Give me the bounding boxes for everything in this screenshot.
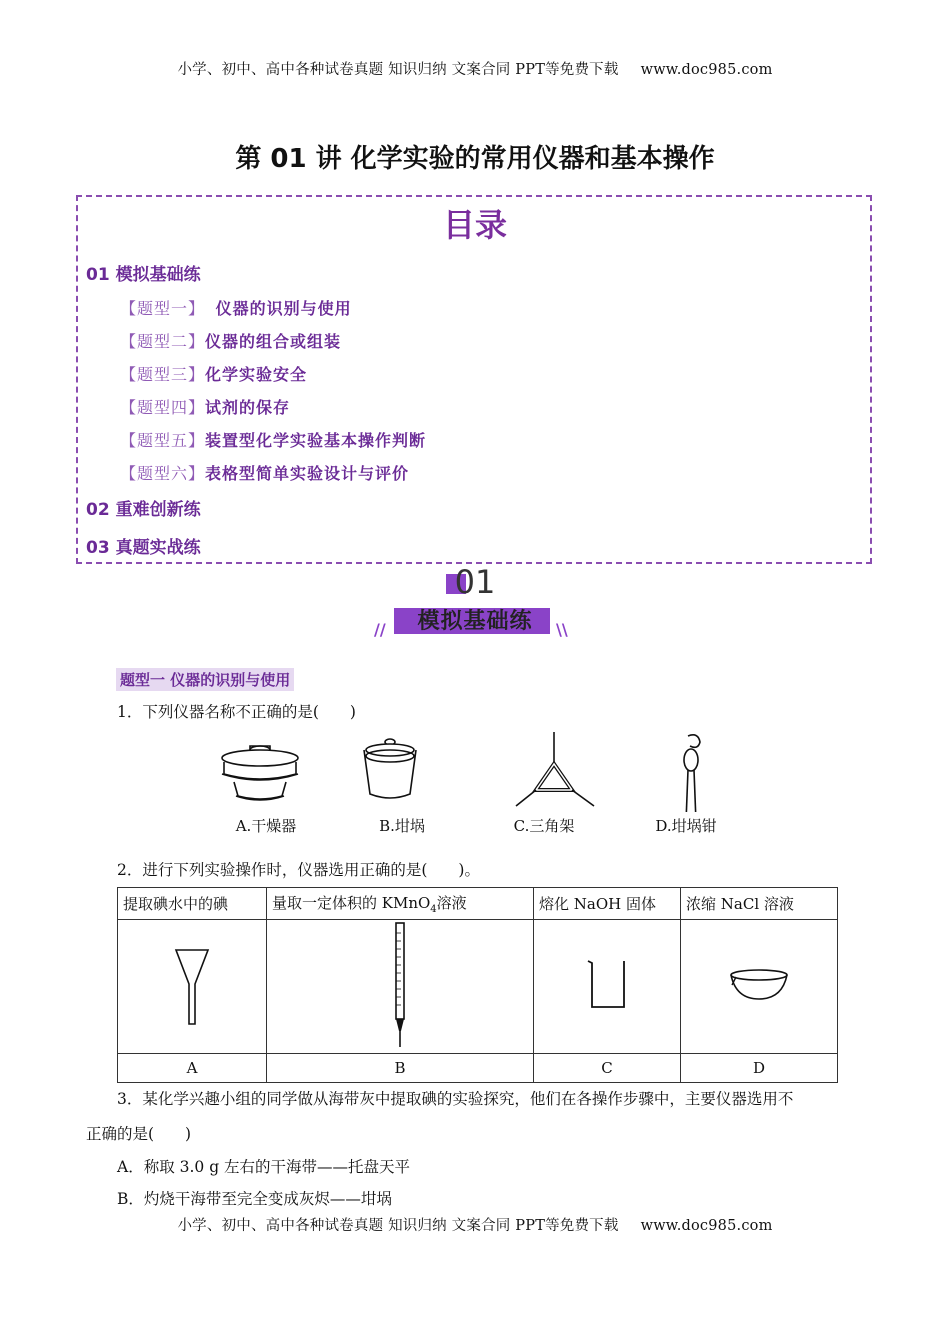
- toc-item-text: 仪器的识别与使用: [205, 299, 352, 318]
- table-image-row: [118, 920, 838, 1054]
- toc-item-text: 表格型简单实验设计与评价: [205, 464, 410, 483]
- q1-option-d[interactable]: D.坩埚钳: [655, 817, 717, 835]
- type-tag: 题型一 仪器的识别与使用: [116, 668, 294, 691]
- option-c-cell[interactable]: C: [534, 1054, 681, 1083]
- option-a-cell[interactable]: A: [118, 1054, 267, 1083]
- toc-item-2[interactable]: [120, 329, 341, 352]
- toc-heading: 目录: [442, 206, 507, 244]
- toc-item-4[interactable]: [120, 395, 290, 418]
- table-header-row: [118, 888, 838, 920]
- q1-apparatus-figures: [210, 732, 770, 812]
- option-d-cell[interactable]: D: [681, 1054, 838, 1083]
- funnel-icon: [172, 940, 212, 1030]
- q2-table: [117, 887, 838, 1083]
- footer-url[interactable]: www.doc985.com: [640, 1218, 773, 1234]
- header-text: 小学、初中、高中各种试卷真题 知识归纳 文案合同 PPT等免费下载: [177, 62, 619, 78]
- q3-stem-line2: 正确的是( ): [86, 1125, 192, 1143]
- crucible-tongs-icon: [679, 735, 703, 812]
- kmno-text: 量取一定体积的 KMnO: [272, 894, 431, 912]
- funnel-cell: [118, 920, 267, 1054]
- toc-item-text: 化学实验安全: [205, 365, 308, 384]
- banner-title: 模拟基础练: [417, 609, 533, 634]
- q1-stem: 1．下列仪器名称不正确的是( ): [117, 703, 356, 721]
- footer-text: 小学、初中、高中各种试卷真题 知识归纳 文案合同 PPT等免费下载: [177, 1218, 619, 1234]
- toc-item-tag: 【题型五】: [120, 431, 206, 450]
- clay-triangle-icon: [516, 732, 594, 806]
- toc-item-tag: 【题型三】: [120, 365, 206, 384]
- table-header-cell: 熔化 NaOH 固体: [534, 888, 681, 920]
- banner-left-slash: //: [374, 620, 386, 639]
- page-footer: [0, 1214, 950, 1235]
- toc-item-tag: 【题型六】: [120, 464, 206, 483]
- q1-option-b[interactable]: B.坩埚: [379, 817, 425, 835]
- crucible-icon: [364, 739, 416, 798]
- kmno-subscript: 4: [430, 904, 437, 915]
- toc-item-1[interactable]: [120, 296, 352, 319]
- table-header-cell: 提取碘水中的碘: [118, 888, 267, 920]
- burette-cell: [267, 920, 534, 1054]
- toc-item-tag: 【题型二】: [120, 332, 206, 351]
- evaporating-dish-cell: [681, 920, 838, 1054]
- beaker-cell: [534, 920, 681, 1054]
- q1-option-a[interactable]: A.干燥器: [235, 817, 297, 835]
- toc-item-tag: 【题型四】: [120, 398, 206, 417]
- toc-item-text: 仪器的组合或组装: [205, 332, 342, 351]
- q3-stem-line1: 3．某化学兴趣小组的同学做从海带灰中提取碘的实验探究，他们在各操作步骤中，主要仪器选用不: [117, 1090, 794, 1108]
- banner-number: 01: [454, 563, 496, 601]
- solution-text: 溶液: [436, 894, 467, 912]
- toc-item-tag: 【题型一】: [120, 299, 206, 318]
- burette-icon: [385, 921, 415, 1049]
- toc-item-6[interactable]: [120, 461, 409, 484]
- page-header: [0, 58, 950, 79]
- table-header-cell: [267, 888, 534, 920]
- table-footer-row: [118, 1054, 838, 1083]
- table-header-cell: 浓缩 NaCl 溶液: [681, 888, 838, 920]
- toc-section-3[interactable]: 03 真题实战练: [86, 538, 201, 558]
- q3-option-a[interactable]: A．称取 3.0 g 左右的干海带——托盘天平: [117, 1158, 411, 1176]
- header-url[interactable]: www.doc985.com: [640, 62, 773, 78]
- evaporating-dish-icon: [726, 965, 792, 1005]
- toc-item-5[interactable]: [120, 428, 426, 451]
- toc-item-text: 装置型化学实验基本操作判断: [205, 431, 427, 450]
- banner-right-slash: \\: [556, 620, 568, 639]
- toc-section-2[interactable]: 02 重难创新练: [86, 500, 201, 520]
- q1-option-c[interactable]: C.三角架: [513, 817, 575, 835]
- toc-section-1[interactable]: 01 模拟基础练: [86, 265, 201, 285]
- q3-option-b[interactable]: B．灼烧干海带至完全变成灰烬——坩埚: [117, 1190, 392, 1208]
- page-title: 第 01 讲 化学实验的常用仪器和基本操作: [235, 144, 715, 174]
- toc-item-3[interactable]: [120, 362, 307, 385]
- option-b-cell[interactable]: B: [267, 1054, 534, 1083]
- toc-item-text: 试剂的保存: [205, 398, 291, 417]
- desiccator-icon: [222, 746, 298, 800]
- beaker-icon: [584, 957, 630, 1013]
- q2-stem: 2．进行下列实验操作时，仪器选用正确的是( )。: [117, 861, 480, 879]
